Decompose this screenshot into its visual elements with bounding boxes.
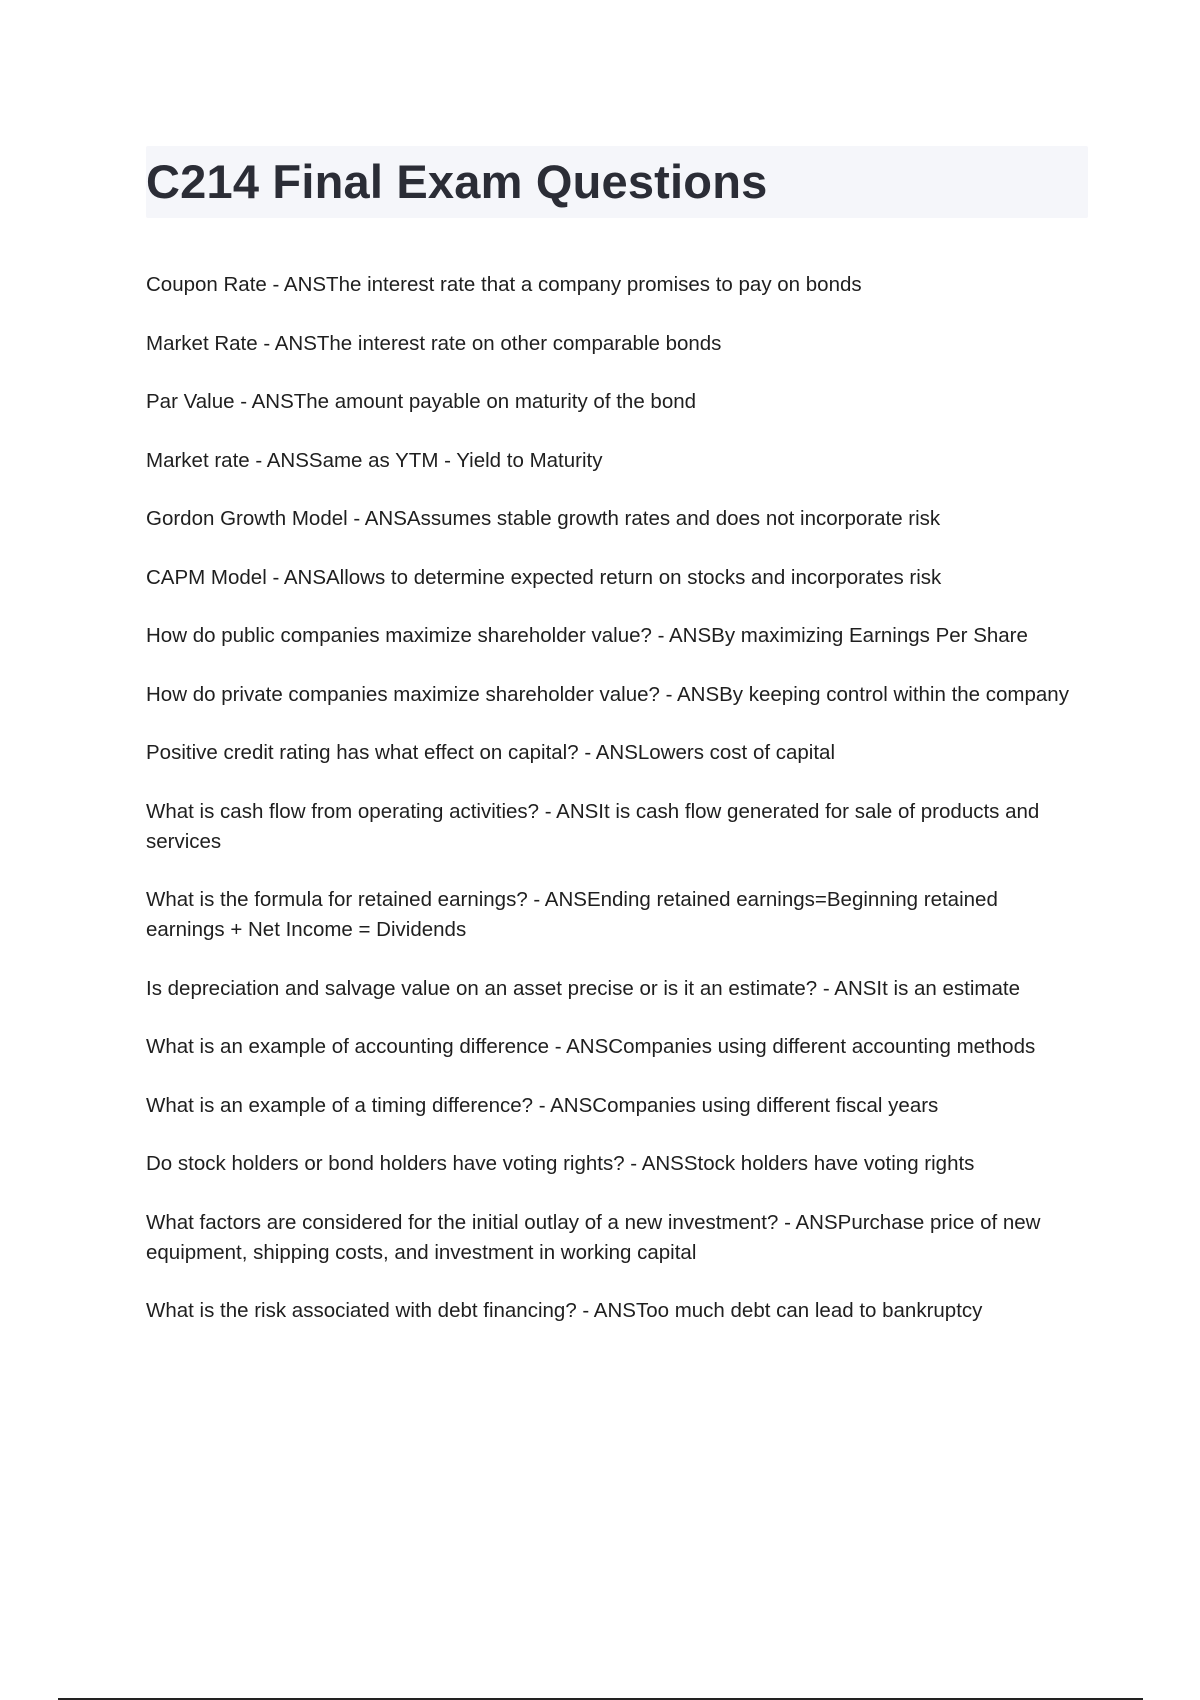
qa-item: How do public companies maximize shareholder value? - ANSBy maximizing Earnings Per Share xyxy=(146,624,1028,647)
qa-item: Coupon Rate - ANSThe interest rate that a company promises to pay on bonds xyxy=(146,273,862,296)
qa-item: Is depreciation and salvage value on an asset precise or is it an estimate? - ANSIt is an estimate xyxy=(146,976,1020,1000)
qa-item: What is the risk associated with debt financing? - ANSToo much debt can lead to bankruptcy xyxy=(146,1299,983,1322)
page-title: C214 Final Exam Questions xyxy=(146,155,768,208)
qa-item: What factors are considered for the initial outlay of a new investment? - ANSPurchase price of new equipment, shipping costs, and investment in working capital xyxy=(146,1210,1041,1264)
qa-item: What is cash flow from operating activities? - ANSIt is cash flow generated for sale of products and services xyxy=(146,799,1040,853)
qa-item: What is an example of accounting difference - ANSCompanies using different accounting methods xyxy=(146,1035,1036,1058)
qa-item: Par Value - ANSThe amount payable on maturity of the bond xyxy=(146,390,697,413)
qa-item: What is the formula for retained earnings? - ANSEnding retained earnings=Beginning retained earnings + Net Income = Dividends xyxy=(146,888,998,941)
qa-item: Market rate - ANSSame as YTM - Yield to Maturity xyxy=(146,448,603,472)
qa-item: CAPM Model - ANSAllows to determine expected return on stocks and incorporates risk xyxy=(146,565,942,589)
qa-item: What is an example of a timing difference? - ANSCompanies using different fiscal years xyxy=(146,1093,939,1117)
qa-item: Market Rate - ANSThe interest rate on other comparable bonds xyxy=(146,331,722,355)
qa-item: Positive credit rating has what effect on capital? - ANSLowers cost of capital xyxy=(146,741,836,764)
qa-item: How do private companies maximize shareholder value? - ANSBy keeping control within the company xyxy=(146,682,1069,706)
qa-item: Gordon Growth Model - ANSAssumes stable growth rates and does not incorporate risk xyxy=(146,507,941,530)
title-banner xyxy=(146,146,1088,218)
qa-item: Do stock holders or bond holders have voting rights? - ANSStock holders have voting rights xyxy=(146,1152,975,1175)
qa-list xyxy=(146,270,1081,1355)
